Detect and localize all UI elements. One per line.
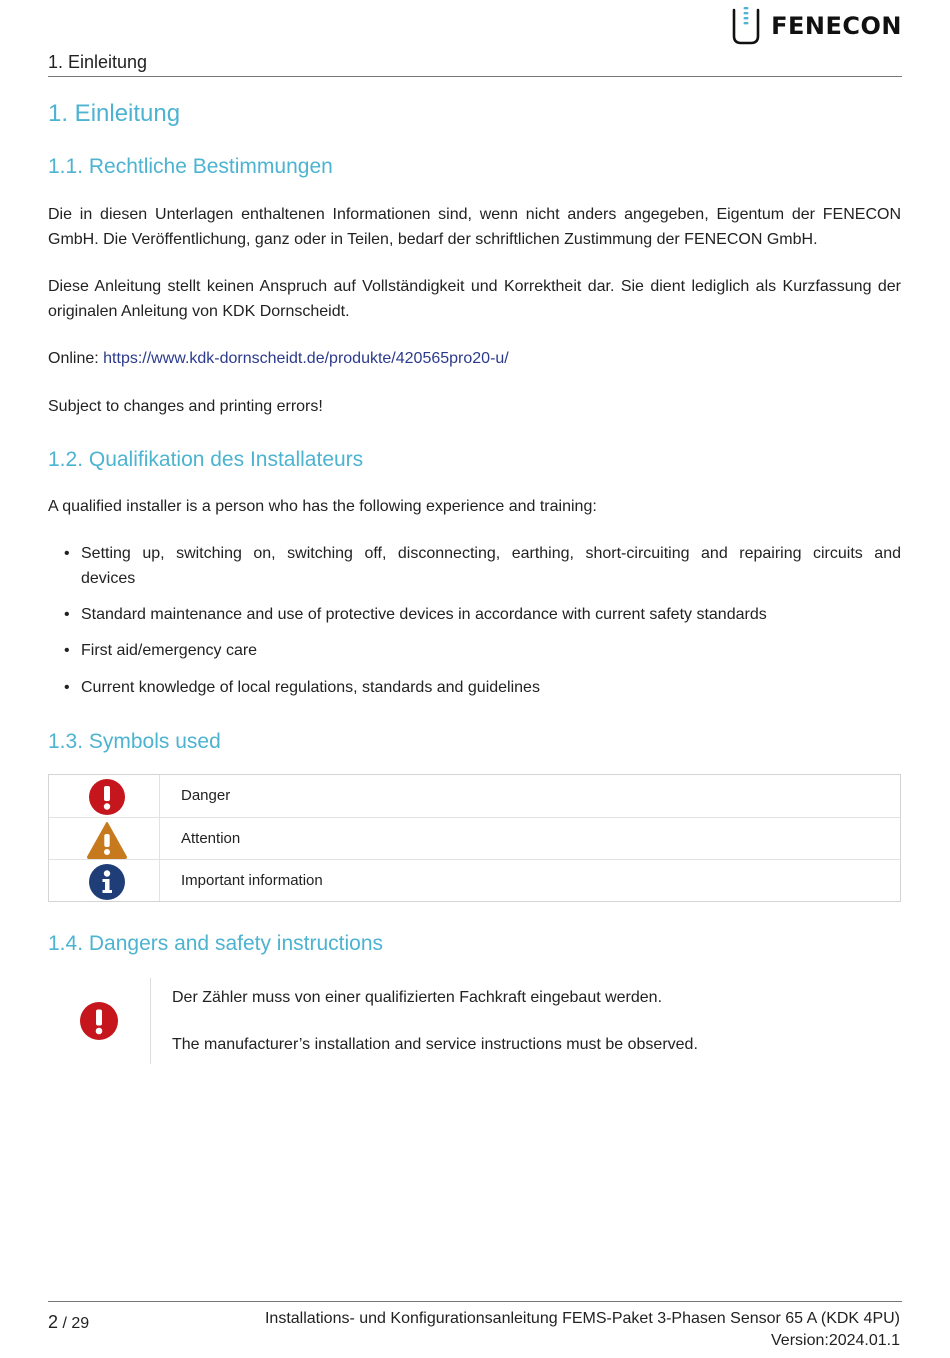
list-item-text: Standard maintenance and use of protective devices in accordance with current safety standards [81, 606, 767, 623]
symbol-label: Attention [181, 830, 241, 847]
table-row [49, 817, 900, 859]
danger-admonition [48, 978, 901, 1064]
qualification-heading: 1.2. Qualifikation des Installateurs [48, 448, 364, 471]
symbols-heading: 1.3. Symbols used [48, 730, 221, 753]
bullet-icon: • [64, 606, 70, 623]
document-title: Installations- und Konfigurationsanleitung FEMS-Paket 3-Phasen Sensor 65 A (KDK 4PU) [264, 1310, 900, 1327]
list-item-text: Current knowledge of local regulations, standards and guidelines [81, 679, 540, 696]
symbol-label: Danger [181, 787, 231, 804]
admonition-divider [150, 978, 151, 1064]
online-line [48, 346, 901, 371]
list-item [64, 675, 901, 700]
attention-icon [87, 821, 127, 859]
info-icon [87, 863, 127, 901]
symbol-label: Important information [181, 872, 323, 889]
symbols-table [48, 774, 901, 902]
section-title: 1. Einleitung [48, 100, 181, 127]
disclaimer: Subject to changes and printing errors! [48, 398, 323, 415]
list-item-line-1: Setting up, switching on, switching off, disconnecting, earthing, short-circuiting and repairing circuits and [81, 545, 901, 562]
danger-icon [79, 1001, 119, 1041]
danger-icon [87, 778, 127, 816]
legal-paragraph-2-line-2: originalen Anleitung von KDK Dornscheidt. [48, 303, 350, 320]
legal-paragraph-1-line-2: GmbH. Die Veröffentlichung, ganz oder in Teilen, bedarf der schriftlichen Zustimmung der FENECON GmbH. [48, 231, 818, 248]
bullet-icon: • [64, 642, 70, 659]
fenecon-logo [729, 6, 902, 46]
page-number [48, 1312, 89, 1333]
list-item [64, 541, 901, 591]
bullet-icon: • [64, 679, 70, 696]
qualification-intro: A qualified installer is a person who has the following experience and training: [48, 498, 597, 515]
list-item-line-2: devices [81, 570, 136, 587]
legal-heading: 1.1. Rechtliche Bestimmungen [48, 155, 333, 178]
legal-paragraph-2 [48, 274, 901, 324]
danger-text-1: Der Zähler muss von einer qualifizierten Fachkraft eingebaut werden. [172, 989, 663, 1006]
page-current: 2 [48, 1312, 59, 1332]
table-row [49, 775, 900, 817]
page-header [48, 0, 902, 77]
table-row [49, 859, 900, 901]
list-item [64, 638, 901, 663]
manufacturer-link[interactable]: https://www.kdk-dornscheidt.de/produkte/420565pro20-u/ [103, 350, 509, 367]
page-separator: / [62, 1315, 67, 1332]
bullet-icon: • [64, 545, 70, 562]
footer-divider [48, 1301, 902, 1302]
online-label: Online: [48, 350, 99, 367]
dangers-heading: 1.4. Dangers and safety instructions [48, 932, 384, 955]
legal-paragraph-1 [48, 202, 901, 252]
header-divider [48, 76, 902, 77]
danger-text-2: The manufacturer’s installation and service instructions must be observed. [172, 1036, 698, 1053]
brand-name: FENECON [771, 12, 902, 40]
list-item-text: First aid/emergency care [81, 642, 258, 659]
list-item [64, 602, 901, 627]
running-title: 1. Einleitung [48, 52, 148, 72]
battery-logo-icon [729, 6, 763, 46]
page-total: 29 [71, 1315, 90, 1332]
legal-paragraph-2-line-1: Diese Anleitung stellt keinen Anspruch auf Vollständigkeit und Korrektheit dar. Sie dient lediglich als Kurzfassung der [48, 278, 901, 295]
document-version: Version:2024.01.1 [771, 1332, 900, 1349]
legal-paragraph-1-line-1: Die in diesen Unterlagen enthaltenen Informationen sind, wenn nicht anders angegeben, Eigentum der FENECON [48, 206, 901, 223]
footer-document-info [265, 1308, 900, 1352]
